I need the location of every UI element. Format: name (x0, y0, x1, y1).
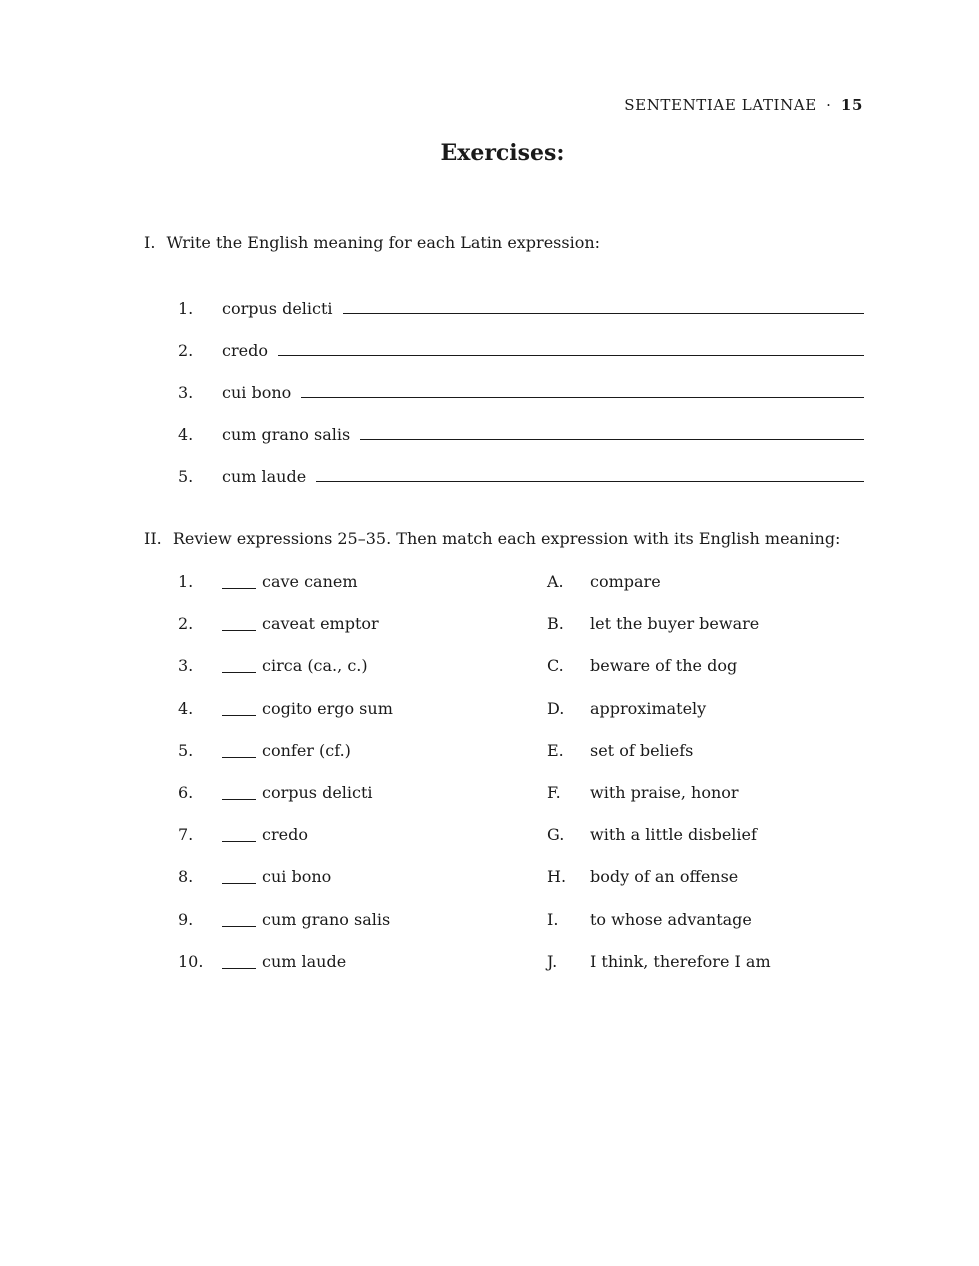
option-letter: D. (547, 698, 565, 718)
answer-blank[interactable] (222, 825, 256, 842)
item-number: 7. (178, 825, 194, 845)
translation-item (178, 276, 864, 318)
latin-expression: cave canem (262, 572, 358, 591)
latin-expression: credo (262, 825, 308, 845)
option-letter: J. (547, 951, 558, 971)
english-meaning: let the buyer beware (590, 614, 760, 634)
section-1-heading (144, 233, 600, 252)
answer-blank[interactable] (222, 952, 256, 969)
item-number: 4. (178, 698, 194, 718)
answer-blank[interactable] (222, 699, 256, 716)
option-letter: A. (547, 572, 564, 591)
english-meaning: with a little disbelief (590, 825, 757, 845)
answer-line[interactable] (343, 312, 864, 314)
item-number: 8. (178, 867, 194, 887)
item-number: 6. (178, 782, 194, 802)
answer-line[interactable] (301, 396, 864, 398)
matching-item (178, 614, 878, 656)
item-number: 5. (178, 467, 194, 486)
option-letter: H. (547, 867, 567, 887)
answer-line[interactable] (316, 480, 864, 482)
item-number: 5. (178, 740, 194, 760)
english-meaning: body of an offense (590, 867, 739, 887)
page-title: Exercises: (440, 140, 565, 166)
option-letter: C. (547, 656, 564, 676)
option-letter: B. (547, 614, 564, 634)
english-meaning: to whose advantage (590, 909, 752, 929)
section-2-numeral: II. (144, 529, 162, 548)
answer-blank[interactable] (222, 572, 256, 589)
item-number: 1. (178, 572, 194, 591)
answer-blank[interactable] (222, 656, 256, 673)
running-title: SENTENTIAE LATINAE (624, 96, 817, 114)
item-number: 3. (178, 383, 194, 402)
matching-item (178, 825, 878, 867)
answer-blank[interactable] (222, 867, 256, 884)
latin-expression: cum laude (262, 951, 347, 971)
latin-expression: cui bono (262, 867, 332, 887)
section-1-instruction: Write the English meaning for each Latin expression: (166, 233, 601, 252)
matching-item (178, 572, 878, 614)
answer-blank[interactable] (222, 614, 256, 631)
matching-item (178, 783, 878, 825)
header-separator: · (826, 96, 832, 114)
item-number: 10. (178, 951, 204, 971)
running-header (624, 96, 863, 114)
matching-list (178, 572, 878, 994)
latin-expression: confer (cf.) (262, 740, 351, 760)
section-2-instruction: Review expressions 25–35. Then match each expression with its English meaning: (172, 529, 841, 548)
translation-item (178, 402, 864, 444)
latin-expression: credo (222, 341, 268, 360)
answer-line[interactable] (360, 438, 864, 440)
english-meaning: set of beliefs (590, 740, 694, 760)
latin-expression: circa (ca., c.) (262, 656, 368, 676)
option-letter: E. (547, 740, 564, 760)
matching-item (178, 656, 878, 698)
matching-item (178, 867, 878, 909)
latin-expression: cum grano salis (262, 909, 391, 929)
option-letter: F. (547, 782, 561, 802)
option-letter: G. (547, 825, 565, 845)
matching-item (178, 699, 878, 741)
answer-blank[interactable] (222, 741, 256, 758)
latin-expression: corpus delicti (262, 782, 373, 802)
latin-expression: cum laude (222, 467, 307, 486)
latin-expression: corpus delicti (222, 299, 333, 318)
answer-line[interactable] (278, 354, 864, 356)
section-1-numeral: I. (144, 233, 156, 252)
latin-expression: cum grano salis (222, 425, 351, 444)
item-number: 4. (178, 425, 194, 444)
translation-list (178, 276, 864, 486)
item-number: 1. (178, 299, 194, 318)
english-meaning: approximately (590, 698, 707, 718)
latin-expression: cui bono (222, 383, 292, 402)
matching-item (178, 910, 878, 952)
translation-item (178, 444, 864, 486)
matching-item (178, 741, 878, 783)
english-meaning: compare (590, 572, 661, 591)
page-number: 15 (840, 96, 863, 114)
latin-expression: caveat emptor (262, 614, 379, 634)
item-number: 9. (178, 909, 194, 929)
translation-item (178, 360, 864, 402)
answer-blank[interactable] (222, 910, 256, 927)
english-meaning: beware of the dog (590, 656, 738, 676)
latin-expression: cogito ergo sum (262, 698, 393, 718)
english-meaning: with praise, honor (590, 782, 739, 802)
translation-item (178, 318, 864, 360)
matching-item (178, 952, 878, 994)
english-meaning: I think, therefore I am (590, 951, 771, 971)
option-letter: I. (547, 909, 559, 929)
section-2-heading (144, 529, 840, 548)
item-number: 3. (178, 656, 194, 676)
item-number: 2. (178, 614, 194, 634)
answer-blank[interactable] (222, 783, 256, 800)
item-number: 2. (178, 341, 194, 360)
